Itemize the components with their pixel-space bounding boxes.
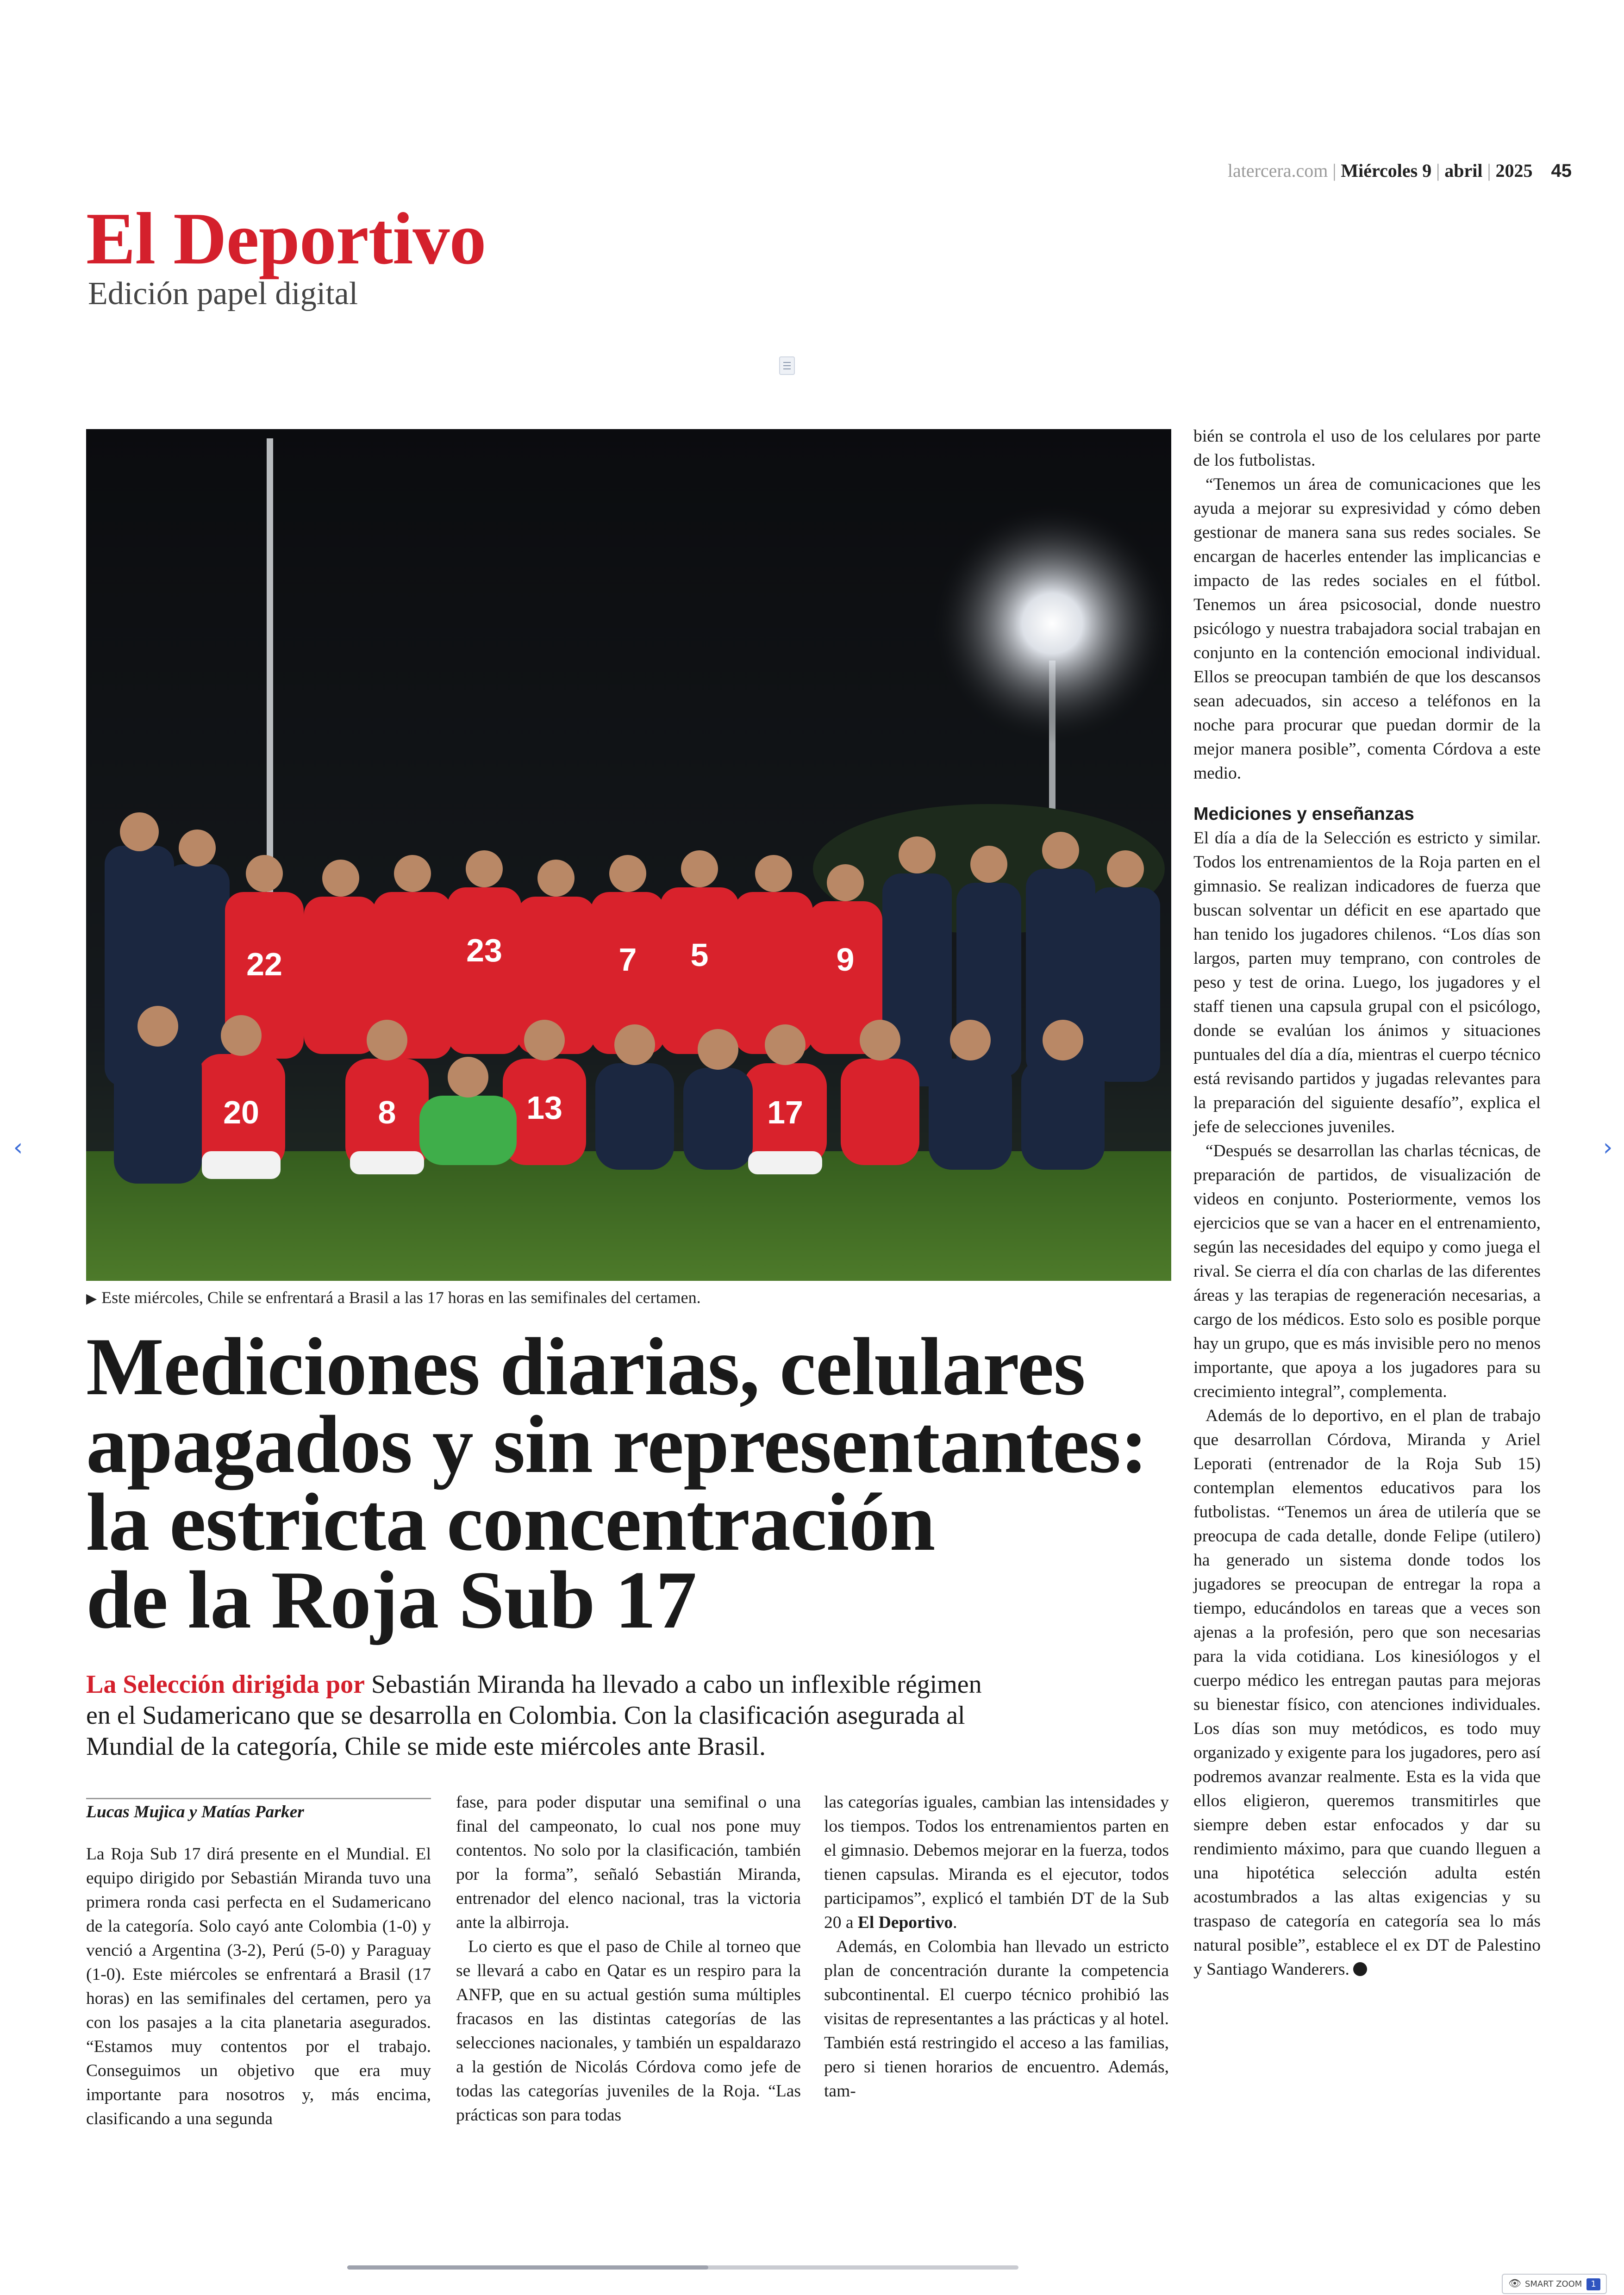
smart-zoom-label: SMART ZOOM	[1524, 2279, 1582, 2289]
lead-line: Mundial de la categoría, Chile se mide este miércoles ante Brasil.	[86, 1732, 766, 1761]
jersey-number: 8	[378, 1094, 396, 1130]
issue-meta: latercera.com | Miércoles 9 | abril | 2025 45	[1227, 160, 1572, 181]
issue-day: Miércoles 9	[1341, 160, 1432, 181]
jersey-number: 17	[767, 1094, 803, 1130]
eye-icon: 👁	[1508, 2278, 1521, 2289]
paragraph: bién se controla el uso de los celulares por parte de los futbolistas.	[1193, 427, 1541, 470]
headline-line: la estricta concentración	[86, 1476, 935, 1568]
page-number: 45	[1551, 161, 1572, 181]
paragraph: fase, para poder disputar una semifinal o una final del campeonato, lo cual nos pone muy contentos. No solo por la clasificación, también por la forma”, señaló Sebastián Miranda, entrenador del elenco nacional, tras la victoria ante la albirroja.	[456, 1793, 801, 1932]
horizontal-scrollbar[interactable]	[347, 2265, 1018, 2270]
paragraph-text: Además de lo deportivo, en el plan de trabajo que desarrollan Córdova, Miranda y Ariel Leporati (entrenador de la Roja Sub 15) contemplan elementos educativos para los futbolistas. “Tenemos un área de utilería que se preocupa de cada detalle, donde Felipe (utilero) ha generado un sistema donde todos los jugadores se preocupan de entregar la ropa a tiempo, educándolos en tareas que a veces son ajenas a la profesión, pero que son necesarias para la vida cotidiana. Los kinesiólogos y el cuerpo médico les entregan pautas para mejoras su bienestar físico, con atenciones individuales. Los días son muy metódicos, es todo muy organizado y exigente para los jugadores, pero así podremos avanzar realmente. Esta es la vida que ellos eligieron, queremos transmitirles que siempre deben estar enfocados y dar su rendimiento máximo, para que cuando lleguen a una hipotética selección adulta estén acostumbrados a las altas exigencias y su traspaso de categoría en categoría sea lo más natural posible”, establece el ex DT de Palestino y Santiago Wanderers.	[1193, 1406, 1541, 1979]
issue-month: abril	[1444, 160, 1483, 181]
section-subhead: Mediciones y enseñanzas	[1193, 804, 1414, 824]
jersey-number: 22	[246, 946, 282, 982]
article-column-3	[824, 1790, 1169, 2103]
paragraph: La Roja Sub 17 dirá presente en el Mundial. El equipo dirigido por Sebastián Miranda tuvo una primera ronda casi perfecta en el Sudamericano de la categoría. Solo cayó ante Colombia (1-0) y venció a Argentina (3-2), Perú (5-0) y Paraguay (1-0). Este miércoles se enfrentará a Brasil (17 horas) en las semifinales del certamen, pero ya con los pasajes a la cita planetaria asegurados. “Estamos muy contentos por el trabajo. Conseguimos un objetivo que era muy importante para nosotros y, más encima, clasificando a una segunda	[86, 1845, 431, 2128]
jersey-number: 7	[618, 942, 637, 978]
site-name: latercera.com	[1227, 160, 1328, 181]
previous-page-button[interactable]: ‹	[13, 1134, 23, 1161]
outlet-name: El Deportivo	[857, 1913, 953, 1932]
jersey-number: 5	[690, 937, 709, 973]
jersey-number: 20	[223, 1094, 259, 1130]
punctuation: .	[953, 1913, 957, 1932]
publication-subtitle: Edición papel digital	[88, 276, 358, 312]
smart-zoom-page: 1	[1587, 2278, 1600, 2290]
caption-triangle-icon: ▶	[86, 1291, 97, 1306]
jersey-number: 9	[836, 942, 855, 978]
goalkeeper	[419, 1096, 517, 1165]
paragraph: Lo cierto es que el paso de Chile al torneo que se llevará a cabo en Qatar es un respiro para la ANFP, que en su actual gestión suma múltiples fracasos en las distintas categorías de las selecciones nacionales, y también un espaldarazo a la gestión de Nicolás Córdova como jefe de todas las categorías juveniles de la Roja. “Las prácticas son para todas	[456, 1937, 801, 2125]
byline: Lucas Mujica y Matías Parker	[86, 1798, 431, 1822]
publication-title: El Deportivo	[86, 197, 486, 280]
lead-line: Sebastián Miranda ha llevado a cabo un inflexible régimen	[371, 1670, 982, 1699]
paragraph: “Tenemos un área de comunicaciones que les ayuda a mejorar su expresividad y cómo deben gestionar de manera sana sus redes sociales. Se encargan de hacerles entender las implicancias e impacto de las redes sociales en el fútbol. Tenemos un área psicosocial, donde nuestro psicólogo y nuestra trabajadora social trabajan en conjunto en la contención emocional individual. Ellos se preocupan también de que los descansos sean adecuados, sin acceso a teléfonos en la noche para procurar que puedan dormir de la mejor manera posible”, comenta Córdova a este medio.	[1193, 475, 1541, 783]
article-column-2	[456, 1790, 801, 2127]
headline	[86, 1321, 1179, 1646]
jersey-number: 13	[526, 1090, 562, 1126]
lead-kicker: La Selección dirigida por	[86, 1670, 365, 1699]
paragraph	[824, 1790, 1169, 1935]
photo-caption-text: Este miércoles, Chile se enfrentará a Brasil a las 17 horas en las semifinales del certamen.	[101, 1288, 701, 1307]
end-of-article-icon	[1353, 1962, 1367, 1976]
article-column-4	[1193, 424, 1541, 1982]
team-photo-illustration	[86, 429, 1171, 1281]
smart-zoom-button[interactable]	[1502, 2274, 1607, 2294]
paragraph	[1193, 1404, 1541, 1982]
stadium-floodlight	[932, 503, 1171, 744]
headline-line: de la Roja Sub 17	[86, 1554, 697, 1646]
article-column-1	[86, 1842, 431, 2131]
lead-line: en el Sudamericano que se desarrolla en Colombia. Con la clasificación asegurada al	[86, 1701, 965, 1730]
photo-caption	[86, 1288, 1171, 1307]
article-lead	[86, 1669, 1081, 1762]
paragraph: Además, en Colombia han llevado un estricto plan de concentración durante la competencia subcontinental. El cuerpo técnico prohibió las visitas de representantes a las prácticas y al hotel. También está restringido el acceso a las familias, pero si tienen horarios de encuentro. Además, tam-	[824, 1937, 1169, 2101]
team-photo	[86, 429, 1171, 1281]
paragraph: “Después se desarrollan las charlas técnicas, de preparación de partidos, de visualización de videos en conjunto. Posteriormente, vemos los ejercicios que se van a hacer en el entrenamiento, según las necesidades del equipo y como juega el rival. Se cierra el día con charlas de las diferentes áreas y las terapias de regeneración necesarias, a cargo de los médicos. Esto solo es posible porque hay un grupo, que es más invisible pero no menos importante, que apoya a los jugadores para su crecimiento integral”, complementa.	[1193, 1141, 1541, 1401]
next-page-button[interactable]: ›	[1603, 1134, 1613, 1161]
jersey-number: 23	[466, 932, 502, 968]
headline-line: apagados y sin representantes:	[86, 1398, 1148, 1490]
paragraph-text: las categorías iguales, cambian las intensidades y los tiempos. Todos los entrenamientos parten en el gimnasio. Debemos mejorar en la fuerza, todos tienen capsulas. Miranda es el ejecutor, todos participamos”, explicó el también DT de la Sub 20 a	[824, 1793, 1169, 1932]
paragraph: El día a día de la Selección es estricto y similar. Todos los entrenamientos de la Roja parten en el gimnasio. Se realizan indicadores de fuerza que buscan solventar un déficit en ese apartado que han tenido los jugadores chilenos. “Los días son largos, parten muy temprano, con controles de peso y test de orina. Luego, los jugadores y el staff tienen una capsula grupal con el psicólogo, donde se evalúan los ánimos y situaciones puntuales del día a día, mientras el cuerpo técnico está revisando partidos y jugadas relevantes para la preparación del siguiente desafío”, explica el jefe de selecciones juveniles.	[1193, 829, 1541, 1136]
document-icon[interactable]	[779, 356, 795, 375]
issue-year: 2025	[1495, 160, 1533, 181]
headline-line: Mediciones diarias, celulares	[86, 1321, 1085, 1412]
